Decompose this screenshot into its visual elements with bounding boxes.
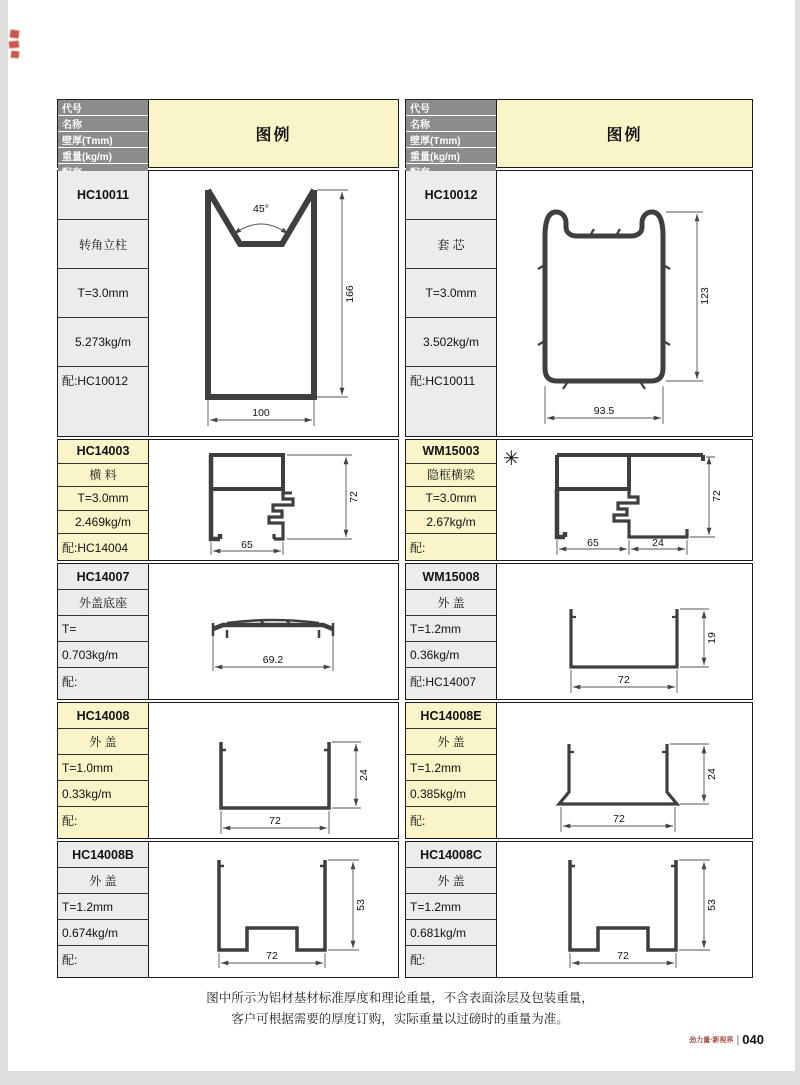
profile-row-wm15008	[405, 563, 753, 700]
header-label-code: 代号	[406, 100, 496, 115]
profile-name: 转角立柱	[58, 220, 148, 269]
profile-outline	[559, 744, 677, 804]
profile-info	[58, 703, 149, 838]
profile-match: 配:	[58, 807, 148, 838]
profile-match: 配:	[406, 946, 496, 977]
height-dim-label: 53	[706, 898, 718, 911]
angle-arc	[234, 224, 288, 234]
header-label-thickness: 壁厚(Tmm)	[406, 132, 496, 147]
profile-thickness: T=3.0mm	[406, 269, 496, 318]
profile-drawing	[497, 703, 752, 838]
profile-thickness: T=1.2mm	[406, 894, 496, 920]
scan-edge-left	[0, 0, 8, 1085]
profile-weight: 0.674kg/m	[58, 920, 148, 946]
profile-weight: 2.469kg/m	[58, 511, 148, 535]
profile-code: HC10011	[58, 171, 148, 220]
profile-name: 外 盖	[406, 590, 496, 616]
header-label-name: 名称	[58, 116, 148, 131]
profile-code: HC14008E	[406, 703, 496, 729]
profile-row-hc14008e	[405, 702, 753, 839]
profile-code: HC14008	[58, 703, 148, 729]
height-dim-label: 123	[698, 286, 711, 305]
footer-note	[0, 988, 800, 1030]
height-dim-label: 24	[358, 768, 370, 781]
profile-row-hc14007	[57, 563, 399, 700]
profile-outline	[557, 455, 703, 489]
footer-note-line2: 客户可根据需要的厚度订购，实际重量以过磅时的重量为准。	[231, 1012, 569, 1026]
width-dim-label: 72	[266, 949, 278, 962]
profile-name: 外 盖	[406, 729, 496, 755]
profile-info	[58, 564, 149, 699]
header-label-name: 名称	[406, 116, 496, 131]
profile-row-hc14008c	[405, 841, 753, 978]
profile-ticks	[538, 229, 670, 389]
profile-match: 配:HC14004	[58, 534, 148, 560]
hc14008c-section-drawing	[512, 846, 737, 974]
right-table	[405, 99, 753, 980]
width-dim-label: 72	[269, 814, 281, 827]
height-dim-label: 19	[706, 631, 718, 644]
profile-outline	[570, 860, 676, 950]
left-table-header	[57, 99, 399, 168]
profile-thickness: T=1.2mm	[58, 894, 148, 920]
profile-info	[58, 440, 149, 560]
profile-outline	[571, 609, 677, 667]
height-dim-label: 24	[706, 767, 718, 780]
profile-outline	[219, 860, 325, 950]
width-dim-label: 65	[241, 539, 253, 551]
profile-row-hc10012	[405, 170, 753, 437]
profile-code: HC14007	[58, 564, 148, 590]
profile-drawing	[149, 440, 398, 560]
angle-dim-label: 45°	[252, 202, 269, 215]
profile-match: 配:HC14007	[406, 668, 496, 699]
height-dim-label: 72	[711, 490, 723, 502]
footer-note-line1: 图中所示为铝材基材标准厚度和理论重量，不含表面涂层及包装重量，	[206, 991, 594, 1005]
profile-thickness: T=1.2mm	[406, 755, 496, 781]
profile-drawing	[497, 842, 752, 977]
hc14008b-section-drawing	[161, 846, 386, 974]
profile-drawing	[149, 703, 398, 838]
profile-thickness: T=1.0mm	[58, 755, 148, 781]
profile-match: 配:	[406, 807, 496, 838]
height-dim-label: 53	[355, 898, 367, 911]
header-label-thickness: 壁厚(Tmm)	[58, 132, 148, 147]
profile-code: WM15003	[406, 440, 496, 464]
profile-drawing	[497, 171, 752, 436]
legend-header-cell: 图例	[496, 99, 753, 168]
width-dim-label: 72	[617, 949, 629, 962]
width-dim-label: 72	[618, 673, 630, 686]
profile-name: 隐框横梁	[406, 464, 496, 488]
profile-match: 配:HC10012	[58, 367, 148, 436]
width-dim-label: 100	[251, 406, 270, 419]
profile-weight: 0.36kg/m	[406, 642, 496, 668]
profile-name: 横 料	[58, 464, 148, 488]
height-dim-label: 166	[343, 284, 356, 303]
profile-thickness: T=1.2mm	[406, 616, 496, 642]
brand-slogan: 劲力量·新视界	[689, 1036, 734, 1044]
profile-code: HC14008C	[406, 842, 496, 868]
profile-name: 外 盖	[406, 868, 496, 894]
profile-info	[406, 842, 497, 977]
profile-name: 套 芯	[406, 220, 496, 269]
profile-outline	[213, 625, 333, 629]
header-label-code: 代号	[58, 100, 148, 115]
profile-info	[406, 564, 497, 699]
profile-hook-detail	[614, 489, 687, 537]
profile-info	[406, 440, 497, 560]
width-dim-label: 72	[613, 812, 625, 825]
profile-weight: 0.681kg/m	[406, 920, 496, 946]
width-dim-label: 93.5	[593, 404, 614, 417]
profile-match: 配:	[406, 534, 496, 560]
width-dim-label: 69.2	[262, 653, 284, 666]
profile-row-hc14003	[57, 439, 399, 561]
page-number: 040	[742, 1032, 764, 1047]
profile-weight: 0.33kg/m	[58, 781, 148, 807]
legend-header-cell: 图例	[148, 99, 399, 168]
profile-name: 外 盖	[58, 868, 148, 894]
brand-separator: |	[736, 1033, 740, 1046]
hc14008-section-drawing	[161, 706, 386, 836]
scan-edge-bottom	[0, 1071, 800, 1085]
header-label-column	[57, 99, 148, 168]
hc14007-section-drawing	[161, 567, 386, 697]
header-label-column	[405, 99, 496, 168]
wm15008-section-drawing	[507, 567, 742, 697]
profile-code: HC14003	[58, 440, 148, 464]
profile-outline	[221, 742, 329, 808]
profile-notch	[208, 190, 314, 244]
profile-name: 外 盖	[58, 729, 148, 755]
profile-info	[406, 171, 497, 436]
width-dim-label: 65	[587, 537, 599, 549]
profile-thickness: T=	[58, 616, 148, 642]
profile-thickness: T=3.0mm	[58, 487, 148, 511]
profile-info	[58, 171, 149, 436]
profile-outline	[211, 455, 283, 489]
profile-weight: 0.703kg/m	[58, 642, 148, 668]
profile-match: 配:HC10011	[406, 367, 496, 436]
profile-match: 配:	[58, 668, 148, 699]
header-label-weight: 重量(kg/m)	[406, 148, 496, 163]
profile-drawing	[497, 440, 752, 560]
right-table-header	[405, 99, 753, 168]
profile-match: 配:	[58, 946, 148, 977]
profile-info	[406, 703, 497, 838]
hc14003-section-drawing	[161, 441, 386, 559]
profile-drawing	[497, 564, 752, 699]
profile-name: 外盖底座	[58, 590, 148, 616]
profile-thickness: T=3.0mm	[406, 487, 496, 511]
profile-outline	[545, 212, 663, 381]
profile-hook-detail	[269, 489, 293, 539]
profile-drawing	[149, 171, 398, 436]
profile-drawing	[149, 842, 398, 977]
profile-weight: 3.502kg/m	[406, 318, 496, 367]
asterisk-marker: ✳	[503, 448, 520, 470]
profile-row-hc14008	[57, 702, 399, 839]
profile-thickness: T=3.0mm	[58, 269, 148, 318]
header-label-weight: 重量(kg/m)	[58, 148, 148, 163]
profile-code: HC10012	[406, 171, 496, 220]
profile-weight: 5.273kg/m	[58, 318, 148, 367]
profile-row-wm15003	[405, 439, 753, 561]
profile-code: HC14008B	[58, 842, 148, 868]
profile-row-hc10011	[57, 170, 399, 437]
red-stamp-mark	[8, 30, 22, 60]
wm15003-section-drawing	[507, 441, 742, 559]
profile-info	[58, 842, 149, 977]
left-table	[57, 99, 399, 980]
scan-edge-right	[795, 0, 800, 1085]
height-dim-label: 72	[348, 491, 360, 503]
profile-code: WM15008	[406, 564, 496, 590]
profile-weight: 2.67kg/m	[406, 511, 496, 535]
hc10012-section-drawing	[505, 174, 745, 434]
profile-row-hc14008b	[57, 841, 399, 978]
width2-dim-label: 24	[652, 537, 664, 549]
profile-weight: 0.385kg/m	[406, 781, 496, 807]
profile-drawing	[149, 564, 398, 699]
page-footer-brand	[689, 1032, 764, 1047]
hc14008e-section-drawing	[507, 706, 742, 836]
hc10011-section-drawing	[156, 174, 392, 434]
